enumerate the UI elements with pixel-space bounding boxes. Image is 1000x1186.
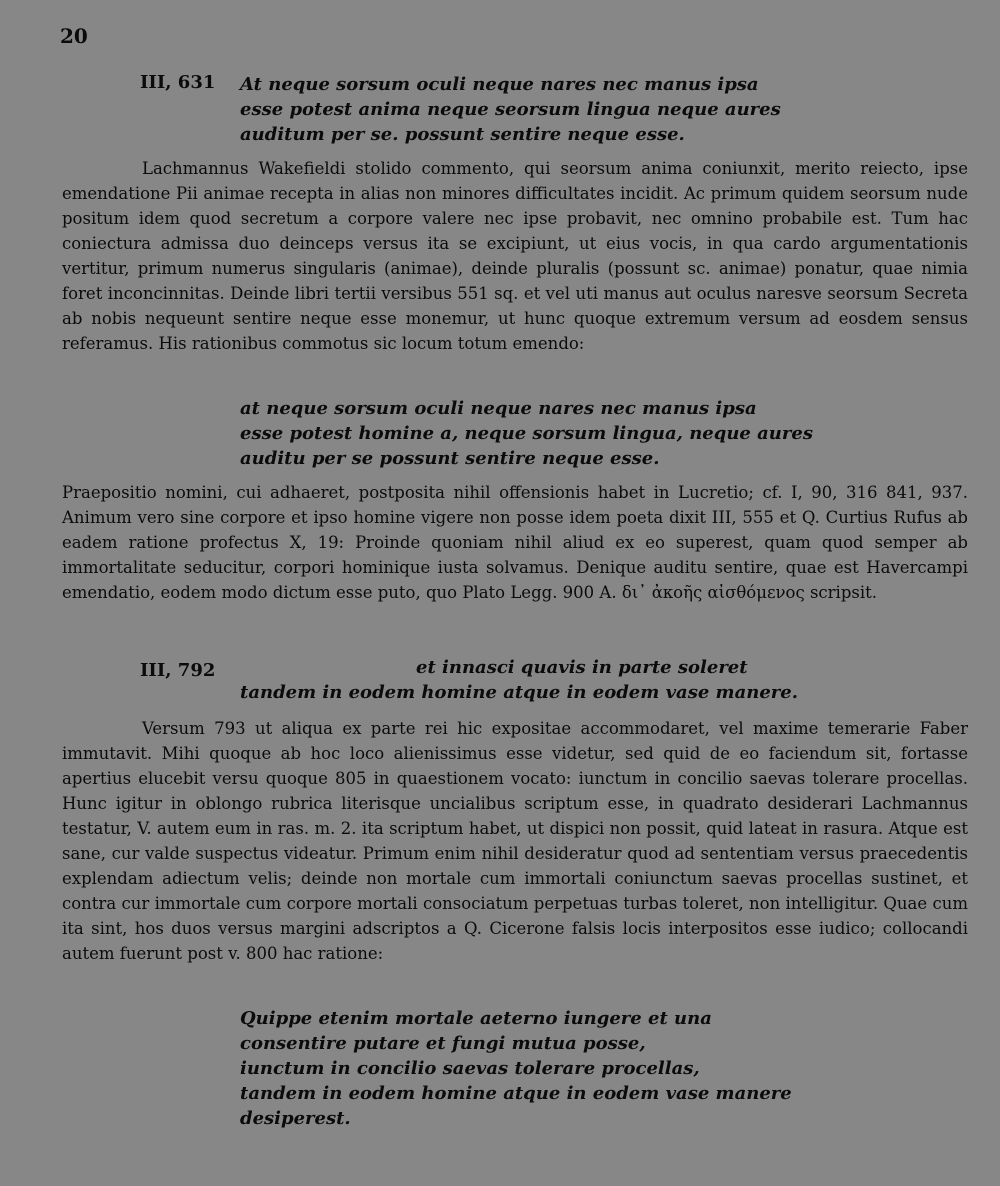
page-number: 20 [60,24,88,48]
verse-line: et innasci quavis in parte soleret [416,657,748,678]
emended-verse-1 [240,396,860,471]
verse-line: esse potest homine a, neque sorsum lingua, neque aures [240,423,813,444]
verse-line: desiperest. [240,1108,351,1129]
paragraph-text: Lachmannus Wakefieldi stolido commento, qui seorsum anima coniunxit, merito reiecto, ipse emendatione Pii animae recepta in alias non minores difficultates incidit. Ac primum quidem seorsum nude positum idem quod secretum a corpore valere nec ipse probavit, nec omnino probabile est. Tum hac coniectura admissa duo deinceps versus ita se excipiunt, ut eius vocis, in qua cardo argumentationis vertitur, primum numerus singularis (animae), deinde pluralis (possunt sc. animae) ponatur, quae nimia foret inconcinnitas. Deinde libri tertii versibus 551 sq. et vel uti manus aut oculus naresve seorsum Secreta ab nobis nequeunt sentire neque esse monemur, ut hunc quoque extremum versum ad eosdem sensus referamus. His rationibus commotus sic locum totum emendo: [62,159,968,353]
verse-line: consentire putare et fungi mutua posse, [240,1033,646,1054]
verse-line: at neque sorsum oculi neque nares nec manus ipsa [240,398,757,419]
paragraph-text: Praepositio nomini, cui adhaeret, postposita nihil offensionis habet in Lucretio; cf. I, 90, 316 841, 937. Animum vero sine corpore et ipso homine vigere non posse idem poeta dixit III, 555 et Q. Curtius Rufus ab eadem ratione profectus X, 19: Proinde quoniam nihil aliud ex eo superest, quam quod semper ab immortalitate seducitur, corpori hominique iusta solvamus. Denique auditu sentire, quae est Havercampi emendatio, eodem modo dictum esse puto, quo Plato Legg. 900 A. δι᾽ ἀκοῆς αἰσθόμενος scripsit. [62,483,968,602]
verse-line: tandem in eodem homine atque in eodem vase manere. [240,682,798,703]
quoted-verse-1 [240,72,860,147]
emended-verse-2 [240,1006,860,1131]
verse-line: iunctum in concilio saevas tolerare procellas, [240,1058,700,1079]
verse-line: auditu per se possunt sentire neque esse. [240,448,660,469]
verse-line: tandem in eodem homine atque in eodem vase manere [240,1083,792,1104]
commentary-paragraph-2 [62,480,968,605]
verse-line: auditum per se. possunt sentire neque esse. [240,124,685,145]
commentary-paragraph-1 [62,156,968,356]
paragraph-text: Versum 793 ut aliqua ex parte rei hic expositae accommodaret, vel maxime temerarie Faber immutavit. Mihi quoque ab hoc loco alienissimus esse videtur, sed quid de eo faciendum sit, fortasse apertius elucebit versu quoque 805 in quaestionem vocato: iunctum in concilio saevas tolerare procellas. Hunc igitur in oblongo rubrica literisque uncialibus scriptum esse, in quadrato desiderari Lachmannus testatur, V. autem eum in ras. m. 2. ita scriptum habet, ut dispici non possit, quid lateat in rasura. Atque est sane, cur valde suspectus videatur. Primum enim nihil desideratur quod ad sententiam versus praecedentis explendam adiectum velis; deinde non mortale cum immortali coniunctum saevas procellas sustinet, et contra cur immortale cum corpore mortali consociatum perpetuas turbas toleret, non intelligitur. Quae cum ita sint, hos duos versus margini adscriptos a Q. Cicerone falsis locis interpositos esse iudico; collocandi autem fuerunt post v. 800 hac ratione: [62,719,968,963]
quoted-verse-2 [240,655,860,705]
verse-reference-1: III, 631 [140,72,216,93]
verse-reference-2: III, 792 [140,660,216,681]
commentary-paragraph-3 [62,716,968,966]
verse-line: Quippe etenim mortale aeterno iungere et una [240,1008,712,1029]
verse-line: At neque sorsum oculi neque nares nec manus ipsa [240,74,759,95]
verse-line: esse potest anima neque seorsum lingua neque aures [240,99,781,120]
